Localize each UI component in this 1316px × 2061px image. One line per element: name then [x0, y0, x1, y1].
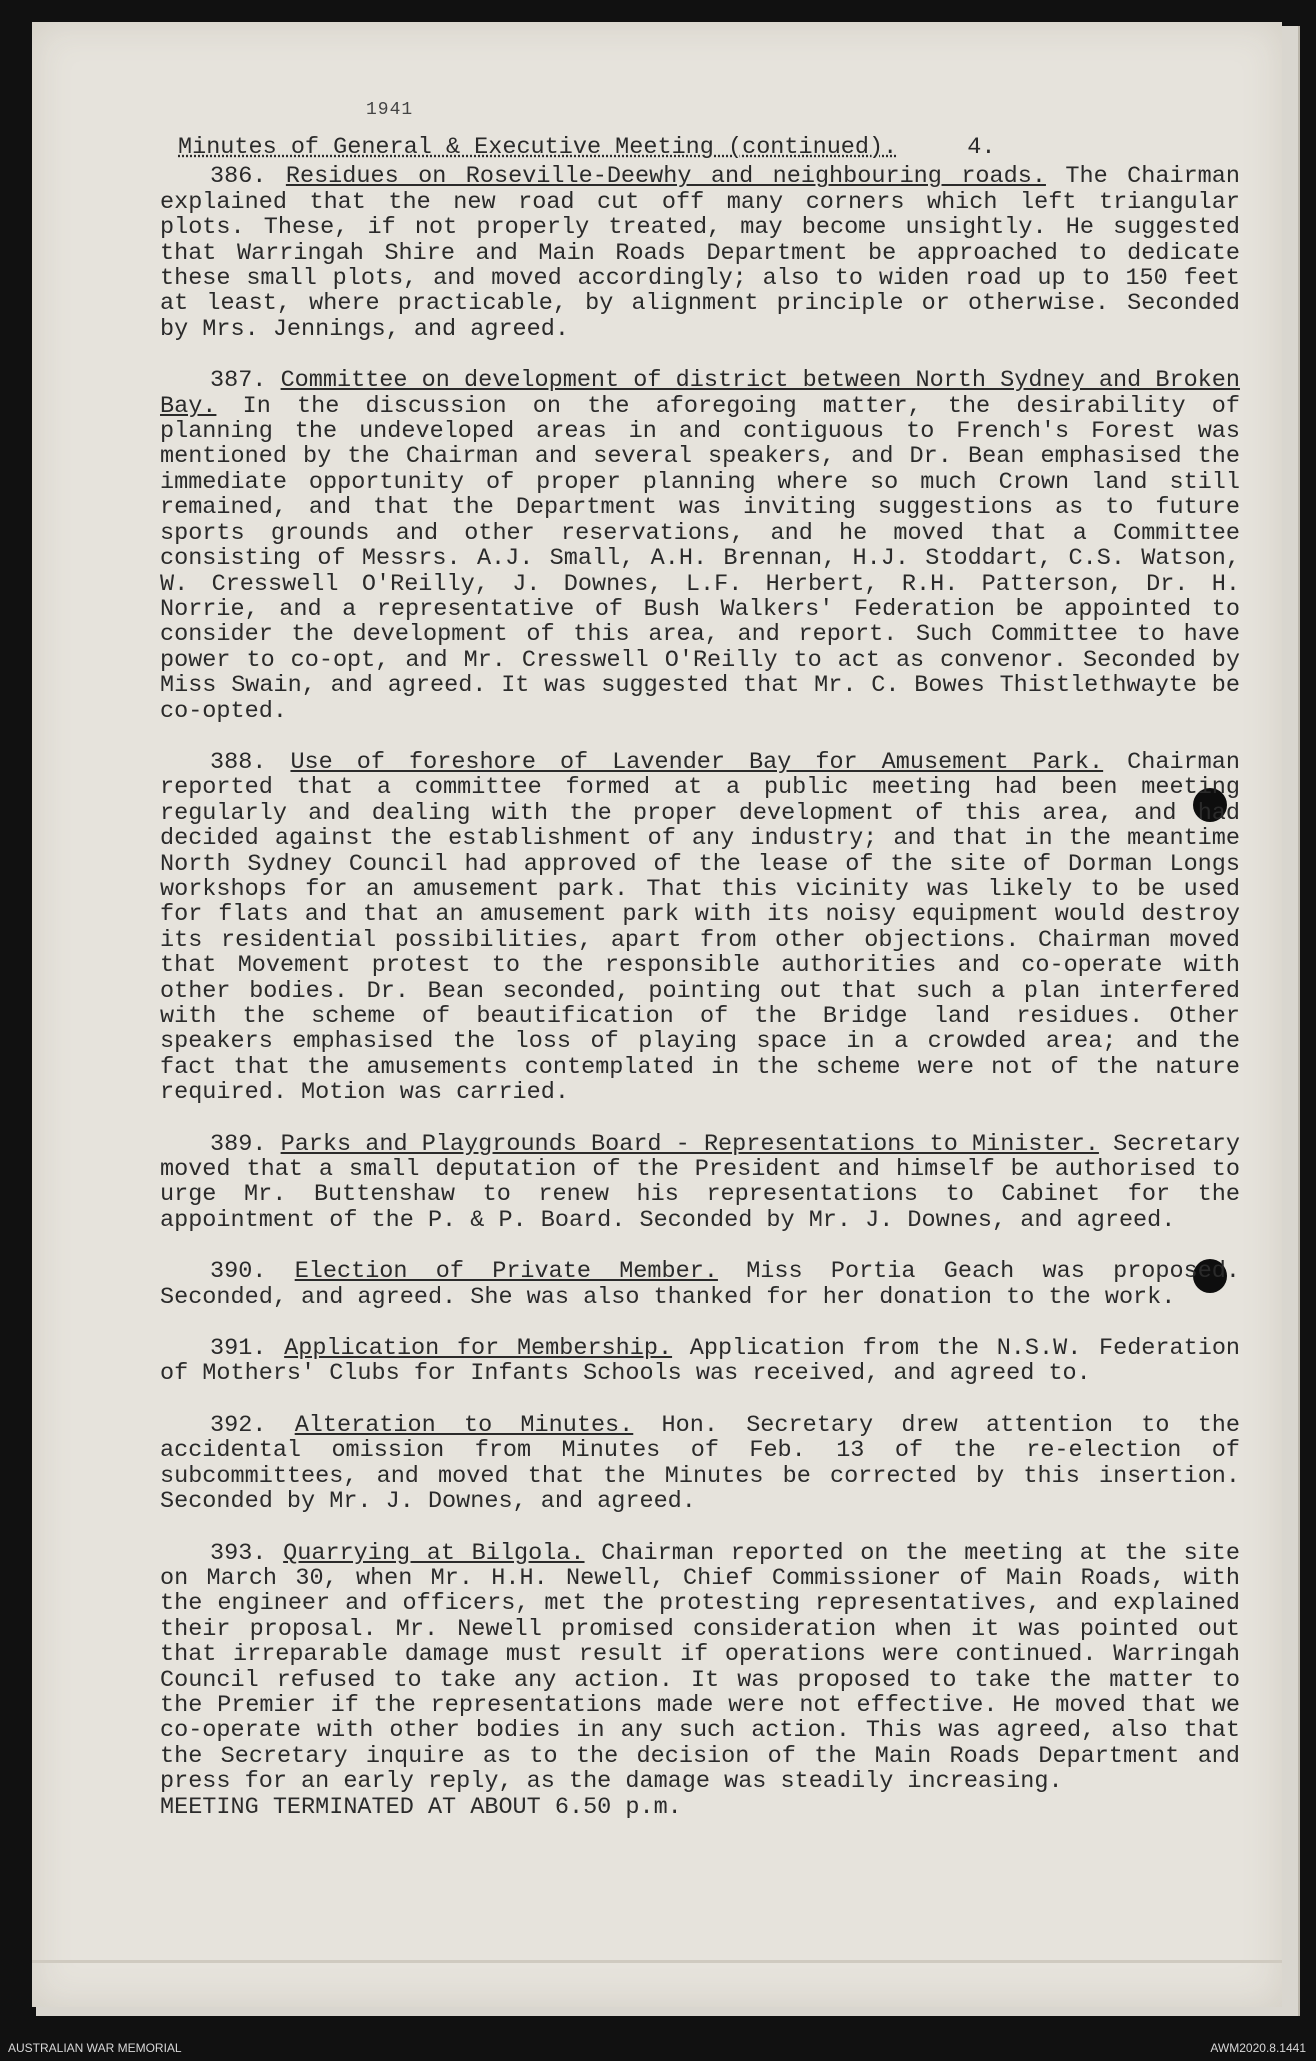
item-body: Hon. Secretary drew attention to the accidental omission from Minutes of Feb. 13 of the re-election of subcommittees, and moved that the Minutes be corrected by this insertion. Seconded by Mr. J. Downes, and agreed.: [160, 1411, 1240, 1516]
minute-item: [160, 1413, 1240, 1515]
item-body: Chairman reported on the meeting at the site on March 30, when Mr. H.H. Newell, Chief Commissioner of Main Roads, with the engineer and officers, met the protesting representatives, and explained their proposal. Mr. Newell promised consideration when it was pointed out that irreparable damage must result if operations were continued. Warringah Council refused to take any action. It was proposed to take the matter to the Premier if the representations made were not effective. He moved that we co-operate with other bodies in any such action. This was agreed, also that the Secretary inquire as to the decision of the Main Roads Department and press for an early reply, as the damage was steadily increasing.: [160, 1539, 1240, 1796]
item-body: In the discussion on the aforegoing matter, the desirability of planning the undeveloped areas in and contiguous to French's Forest was mentioned by the Chairman and several speakers, and Dr. Bean emphasised the immediate opportunity of proper planning where so much Crown land still remained, and that the Department was inviting suggestions as to future sports grounds and other reservations, and he moved that a Committee consisting of Messrs. A.J. Small, A.H. Brennan, H.J. Stoddart, C.S. Watson, W. Cresswell O'Reilly, J. Downes, L.F. Herbert, R.H. Patterson, Dr. H. Norrie, and a representative of Bush Walkers' Federation be appointed to consider the development of this area, and report. Such Committee to have power to co-opt, and Mr. Cresswell O'Reilly to act as convenor. Seconded by Miss Swain, and agreed. It was suggested that Mr. C. Bowes Thistlethwayte be co-opted.: [160, 392, 1240, 725]
heading-title: Minutes of General & Executive Meeting (continued).: [178, 134, 898, 161]
minute-item: [160, 1132, 1240, 1234]
page-edge: [32, 1960, 1282, 1963]
item-number: 388.: [210, 748, 267, 776]
minute-item: [160, 1541, 1240, 1795]
minute-item: [160, 750, 1240, 1106]
item-number: 392.: [210, 1411, 267, 1439]
archive-reference: AWM2020.8.1441: [1210, 2041, 1306, 2055]
page-number: 4.: [967, 134, 996, 161]
item-title: Committee on development of district between North Sydney and Broken Bay.: [160, 367, 1240, 420]
item-number: 386.: [210, 163, 267, 191]
item-title: Quarrying at Bilgola.: [283, 1539, 585, 1567]
minute-item: [160, 164, 1240, 342]
minute-item: [160, 368, 1240, 724]
item-number: 391.: [210, 1335, 267, 1363]
item-title: Application for Membership.: [284, 1335, 673, 1363]
item-title: Election of Private Member.: [294, 1258, 718, 1286]
stamp-mark: 1941: [366, 100, 414, 120]
archive-footer: [0, 2033, 1316, 2061]
archive-name: AUSTRALIAN WAR MEMORIAL: [8, 2041, 182, 2055]
minute-item: [160, 1259, 1240, 1310]
item-title: Use of foreshore of Lavender Bay for Amusement Park.: [290, 748, 1104, 776]
item-body: The Chairman explained that the new road cut off many corners which left triangular plots. These, if not properly treated, may become unsightly. He suggested that Warringah Shire and Main Roads Department be approached to dedicate these small plots, and moved accordingly; also to widen road up to 150 feet at least, where practicable, by alignment principle or otherwise. Seconded by Mrs. Jennings, and agreed.: [160, 163, 1240, 343]
item-title: Alteration to Minutes.: [294, 1411, 634, 1439]
page-heading: [178, 135, 1240, 160]
item-number: 390.: [210, 1258, 267, 1286]
item-title: Parks and Playgrounds Board - Representations to Minister.: [280, 1130, 1099, 1158]
item-body: Miss Portia Geach was proposed. Seconded, and agreed. She was also thanked for her donation to the work.: [160, 1258, 1241, 1311]
closing-line: MEETING TERMINATED AT ABOUT 6.50 p.m.: [160, 1793, 682, 1821]
item-title: Residues on Roseville-Deewhy and neighbouring roads.: [285, 163, 1046, 191]
document-body: [160, 135, 1240, 1820]
item-number: 387.: [210, 367, 267, 395]
item-number: 393.: [210, 1539, 267, 1567]
minute-item: [160, 1336, 1240, 1387]
item-body: Secretary moved that a small deputation of the President and himself be authorised to urge Mr. Buttenshaw to renew his representations to Cabinet for the appointment of the P. & P. Board. Seconded by Mr. J. Downes, and agreed.: [160, 1130, 1241, 1234]
item-body: Application from the N.S.W. Federation of Mothers' Clubs for Infants Schools was received, and agreed to.: [160, 1335, 1241, 1388]
item-body: Chairman reported that a committee formed at a public meeting had been meeting regularly and dealing with the proper development of this area, and had decided against the establishment of any industry; and that in the meantime North Sydney Council had approved of the lease of the site of Dorman Longs workshops for an amusement park. That this vicinity was likely to be used for flats and that an amusement park with its noisy equipment would destroy its residential possibilities, apart from other objections. Chairman moved that Movement protest to the responsible authorities and co-operate with other bodies. Dr. Bean seconded, pointing out that such a plan interfered with the scheme of beautification of the Bridge land residues. Other speakers emphasised the loss of playing space in a crowded area; and the fact that the amusements contemplated in the scheme were not of the nature required. Motion was carried.: [160, 748, 1240, 1107]
item-number: 389.: [210, 1130, 267, 1158]
